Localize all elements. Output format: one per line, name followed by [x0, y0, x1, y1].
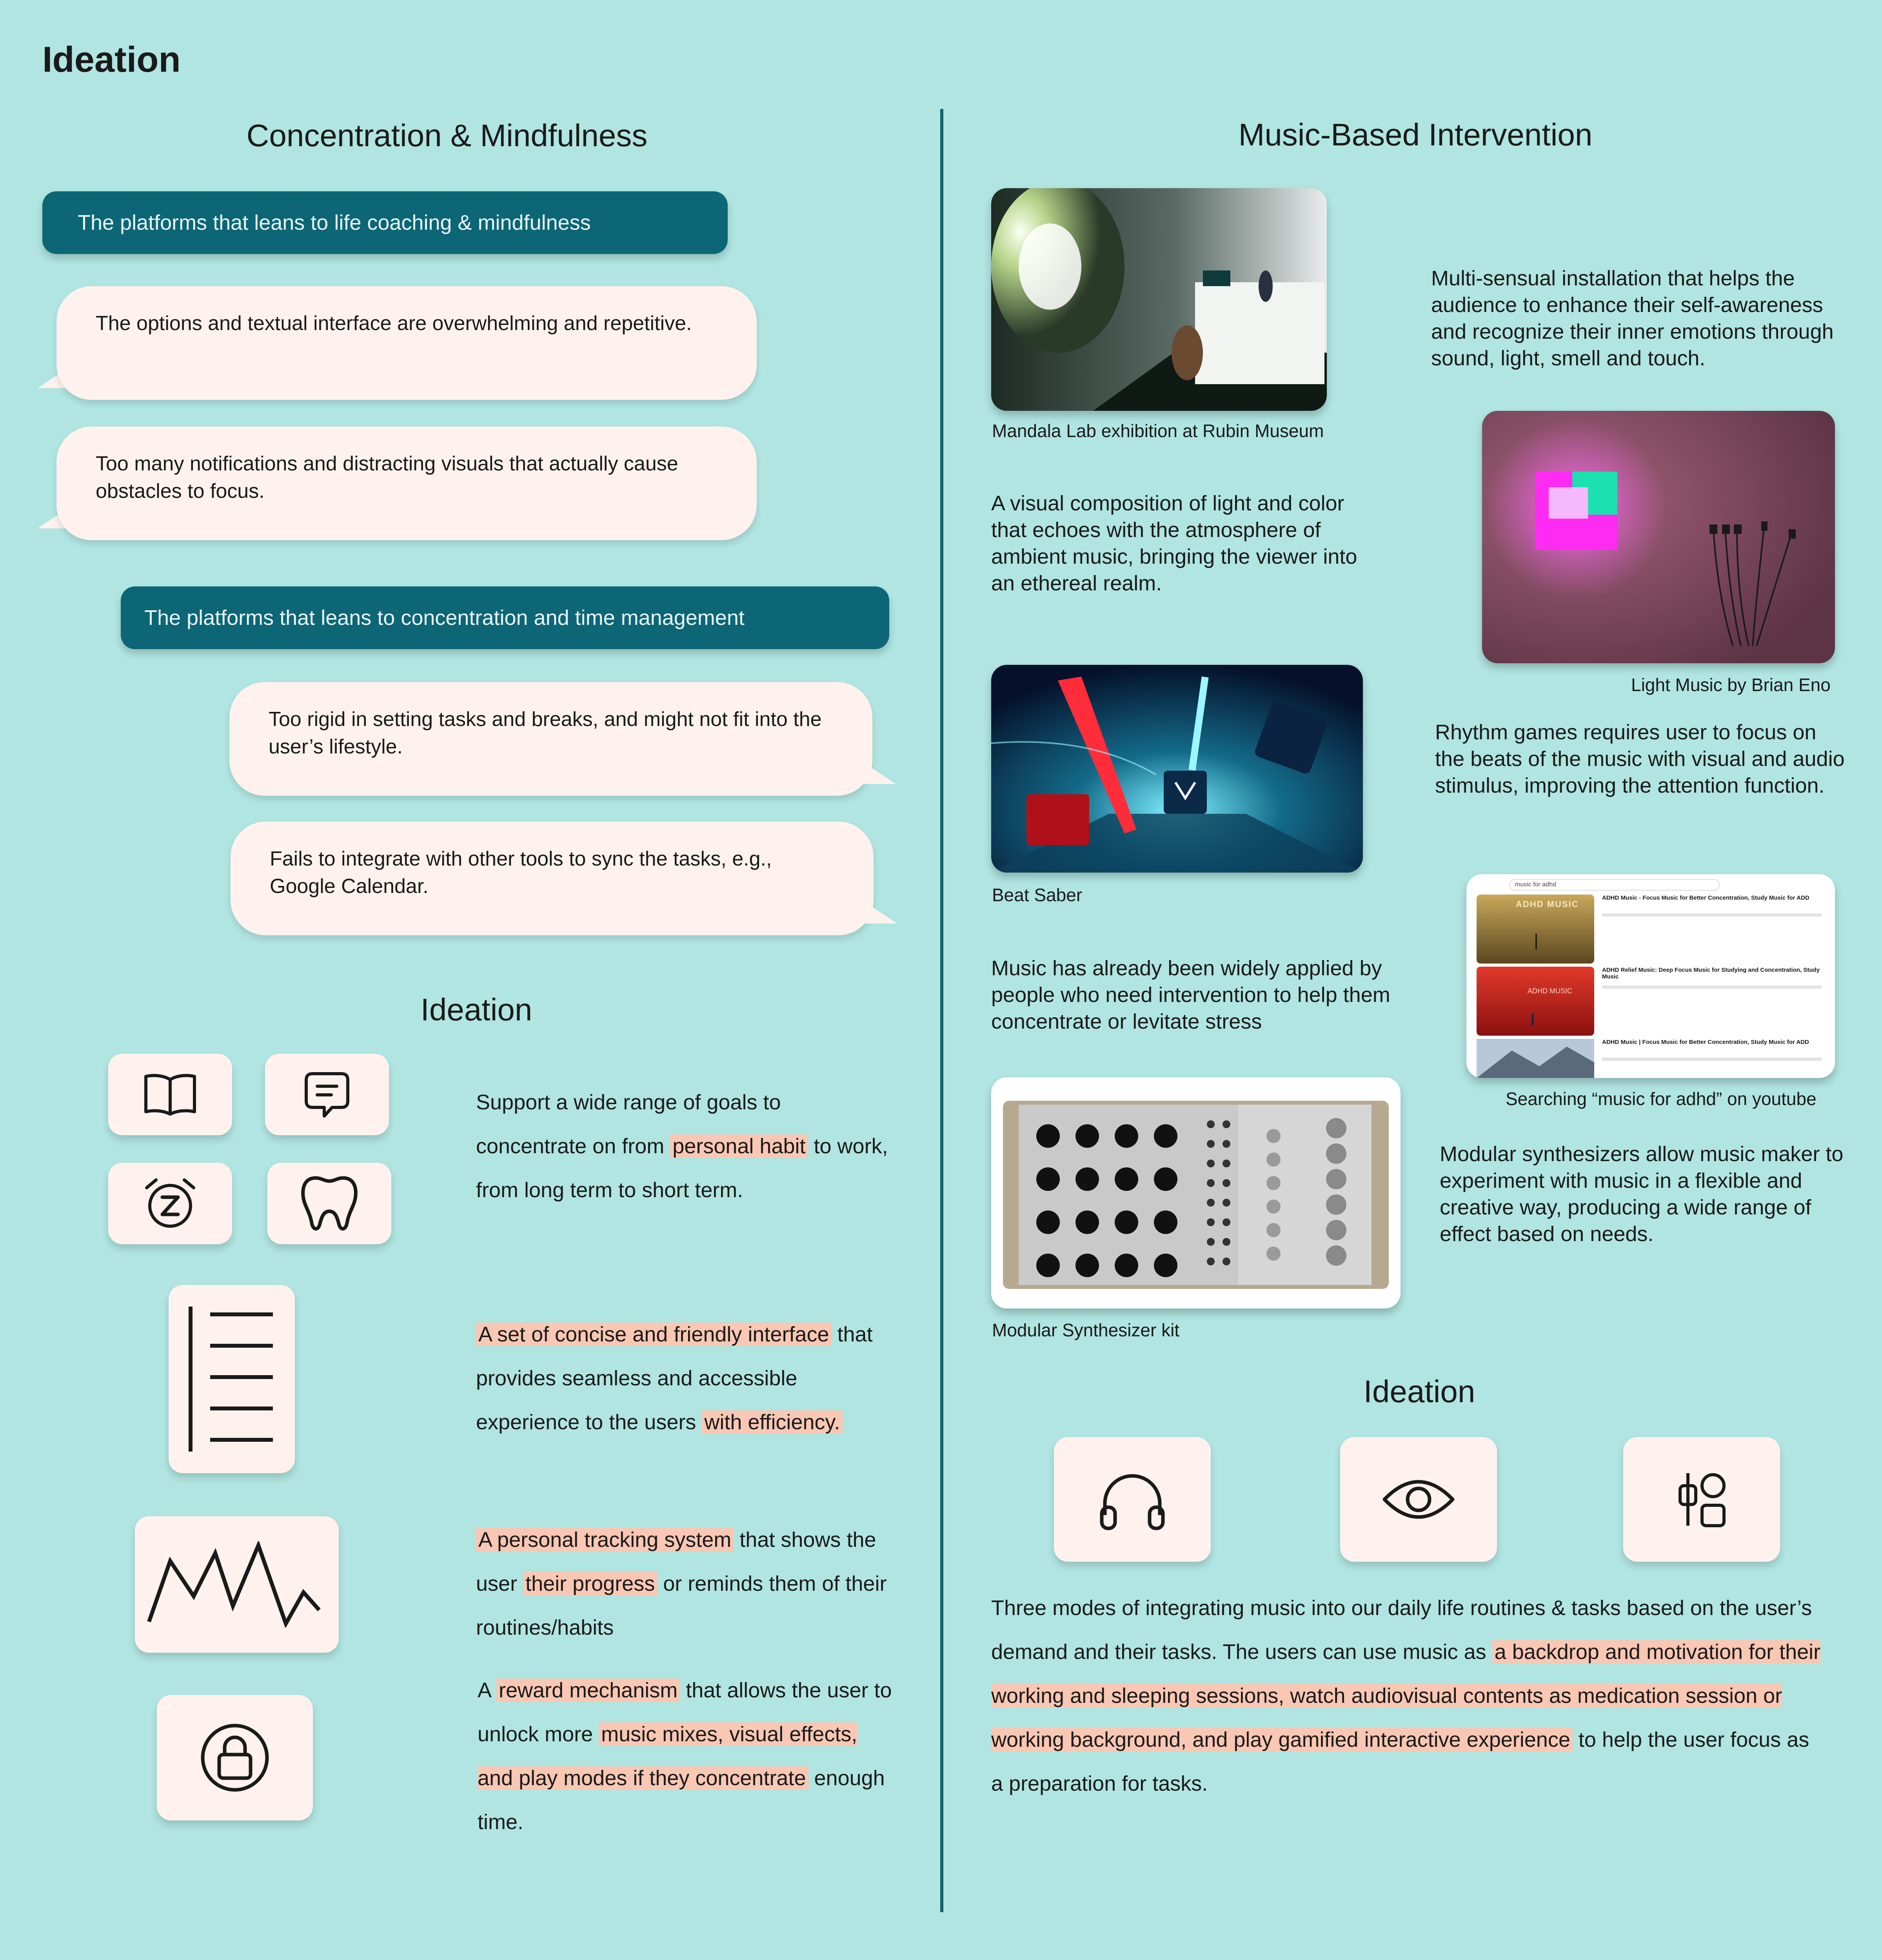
- synth-jack: [1223, 1120, 1230, 1128]
- synth-jack: [1207, 1140, 1215, 1148]
- platform-group-header-mindfulness: The platforms that leans to life coaching & mindfulness: [42, 191, 728, 254]
- synth-knob: [1326, 1118, 1346, 1138]
- synth-jack: [1223, 1218, 1230, 1226]
- bubble-text: Fails to integrate with other tools to sync the tasks, e.g., Google Calendar.: [231, 822, 874, 935]
- highlight: music mixes, visual effects, and play modes if they concentrate: [478, 1722, 857, 1790]
- synth-knob: [1326, 1220, 1346, 1240]
- ideation-paragraph-reward: A reward mechanism that allows the user to unlock more music mixes, visual effects, and play modes if they concentrate enough time.: [478, 1679, 892, 1834]
- synth-knob: [1036, 1254, 1060, 1277]
- column-divider: [940, 109, 943, 1912]
- synth-knob: [1036, 1210, 1060, 1234]
- beat-saber-description: Rhythm games requires user to focus on the beats of the music with visual and audio stimulus, improving the attention function.: [1435, 720, 1845, 797]
- book-icon: [108, 1054, 232, 1135]
- result-snippet: [1602, 985, 1822, 989]
- beat-saber-photo: [991, 665, 1363, 873]
- zigzag-graph-icon: [135, 1516, 339, 1653]
- shapes-icon: [1623, 1437, 1780, 1562]
- list-icon: [169, 1285, 295, 1473]
- synth-jack: [1223, 1238, 1230, 1246]
- synth-jack: [1223, 1179, 1230, 1187]
- synth-knob: [1266, 1247, 1281, 1261]
- synth-knob: [1326, 1143, 1346, 1164]
- left-ideation-title: Ideation: [420, 992, 532, 1027]
- synth-jack: [1207, 1238, 1215, 1246]
- bubble-text: The options and textual interface are overwhelming and repetitive.: [56, 286, 757, 400]
- synth-jack: [1207, 1179, 1215, 1187]
- synth-knob: [1266, 1152, 1281, 1167]
- synth-knob: [1036, 1124, 1060, 1148]
- ideation-paragraph-goals: Support a wide range of goals to concentrate on from personal habit to work, from long term to short term.: [476, 1091, 888, 1202]
- synth-knob: [1154, 1254, 1177, 1277]
- synth-jack: [1223, 1258, 1230, 1265]
- bubble-tail: [861, 760, 896, 784]
- synth-jack: [1223, 1140, 1230, 1148]
- alarm-icon: [108, 1163, 232, 1244]
- highlight: personal habit: [670, 1134, 808, 1158]
- synth-description: Modular synthesizers allow music maker to experiment with music in a flexible and creative way, producing a wide range of effect based on needs.: [1440, 1142, 1844, 1246]
- feedback-bubble: [39, 426, 757, 540]
- mandala-description: Multi-sensual installation that helps the audience to enhance their self-awareness and recognize their inner emotions through sound, light, smell and touch.: [1431, 267, 1834, 370]
- music-intervention-description: Music has already been widely applied by people who need intervention to help them concentrate or levitate stress: [991, 956, 1390, 1033]
- mandala-lab-photo: [991, 188, 1327, 411]
- youtube-search-screenshot: [1466, 874, 1835, 1078]
- light-music-description: A visual composition of light and color that echoes with the atmosphere of ambient music, bringing the viewer into an ethereal realm.: [991, 492, 1357, 595]
- feedback-bubble: [39, 286, 757, 400]
- youtube-search-bar: music for adhd: [1510, 879, 1720, 891]
- right-ideation-title: Ideation: [1363, 1374, 1475, 1409]
- synth-knob: [1266, 1200, 1281, 1214]
- synth-caption: Modular Synthesizer kit: [992, 1320, 1180, 1340]
- synth-jack: [1207, 1120, 1215, 1128]
- video-thumbnail: [1477, 967, 1594, 1036]
- synth-jack: [1223, 1160, 1230, 1167]
- highlight: A set of concise and friendly interface: [476, 1323, 832, 1346]
- synth-knob: [1326, 1169, 1346, 1189]
- beat-saber-caption: Beat Saber: [992, 885, 1083, 905]
- video-thumbnail: [1477, 1039, 1594, 1078]
- synth-knob: [1075, 1254, 1099, 1277]
- synth-knob: [1075, 1210, 1099, 1234]
- eye-icon: [1340, 1437, 1497, 1562]
- synth-knob: [1266, 1176, 1281, 1190]
- mandala-caption: Mandala Lab exhibition at Rubin Museum: [992, 421, 1324, 441]
- ideation-paragraph-interface: A set of concise and friendly interface that provides seamless and accessible experience to the users with efficiency.: [476, 1323, 873, 1434]
- synth-knob: [1115, 1167, 1138, 1191]
- highlight: their progress: [523, 1572, 657, 1595]
- synth-knob: [1266, 1223, 1281, 1237]
- synth-jack: [1207, 1160, 1215, 1167]
- synth-knob: [1154, 1167, 1177, 1191]
- left-section-title: Concentration & Mindfulness: [246, 118, 648, 153]
- synth-knob: [1115, 1210, 1138, 1234]
- highlight: A personal tracking system: [476, 1528, 734, 1552]
- bubble-text: Too rigid in setting tasks and breaks, and might not fit into the user’s lifestyle.: [229, 682, 872, 796]
- thumbnail-label: ADHD MUSIC: [1516, 899, 1579, 909]
- result-snippet: [1602, 913, 1822, 916]
- synth-knob: [1075, 1124, 1099, 1148]
- synth-knob: [1036, 1167, 1060, 1191]
- highlight: a backdrop and motivation for their working and sleeping sessions, watch audiovisual contents as medication session or working background, and play gamified interactive experience: [991, 1640, 1821, 1751]
- synth-knob: [1326, 1194, 1346, 1215]
- video-result-title[interactable]: ADHD Music - Focus Music for Better Concentration, Study Music for ADD: [1602, 895, 1809, 901]
- message-icon: [265, 1054, 389, 1135]
- video-result-title[interactable]: ADHD Relief Music: Deep Focus Music for Studying and Concentration, Study Music: [1602, 967, 1820, 980]
- feedback-bubble: [231, 822, 893, 935]
- modular-synth-photo: [991, 1077, 1401, 1308]
- highlight: reward mechanism: [496, 1679, 680, 1702]
- light-music-caption: Light Music by Brian Eno: [1631, 675, 1831, 695]
- youtube-caption: Searching “music for adhd” on youtube: [1506, 1089, 1817, 1109]
- synth-knob: [1326, 1245, 1346, 1266]
- result-snippet: [1602, 1058, 1822, 1061]
- bubble-text: Too many notifications and distracting visuals that actually cause obstacles to focus.: [56, 426, 757, 540]
- thumbnail-label: ADHD MUSIC: [1528, 987, 1573, 995]
- light-music-photo: [1482, 411, 1835, 663]
- synth-knob: [1115, 1254, 1138, 1277]
- right-section-title: Music-Based Intervention: [1238, 117, 1593, 152]
- synth-knob: [1154, 1210, 1177, 1234]
- synth-jack: [1207, 1199, 1215, 1207]
- video-result-title[interactable]: ADHD Music | Focus Music for Better Concentration, Study Music for ADD: [1602, 1039, 1809, 1045]
- headphones-icon: [1054, 1437, 1211, 1562]
- lock-icon: [157, 1695, 313, 1820]
- synth-knob: [1154, 1124, 1177, 1148]
- ideation-paragraph-tracking: A personal tracking system that shows the user their progress or reminds them of their routines/habits: [476, 1528, 887, 1639]
- music-ideation-paragraph: Three modes of integrating music into our daily life routines & tasks based on the user’s demand and their tasks. The users can use music as a backdrop and motivation for their working and sleeping sessions, watch audiovisual contents as medication session or working background, and play gamified interactive experience to help the user focus as a preparation for tasks.: [991, 1596, 1821, 1795]
- synth-jack: [1223, 1199, 1230, 1207]
- platform-group-header-concentration: The platforms that leans to concentration and time management: [121, 586, 889, 649]
- synth-knob: [1266, 1129, 1281, 1143]
- bubble-tail: [862, 900, 897, 924]
- synth-jack: [1207, 1218, 1215, 1226]
- highlight: with efficiency.: [702, 1410, 842, 1434]
- feedback-bubble: [229, 682, 892, 796]
- synth-jack: [1207, 1258, 1215, 1265]
- synth-knob: [1115, 1124, 1138, 1148]
- synth-knob: [1075, 1167, 1099, 1191]
- page-title: Ideation: [42, 40, 181, 80]
- tooth-icon: [267, 1163, 391, 1244]
- video-thumbnail: [1477, 895, 1594, 964]
